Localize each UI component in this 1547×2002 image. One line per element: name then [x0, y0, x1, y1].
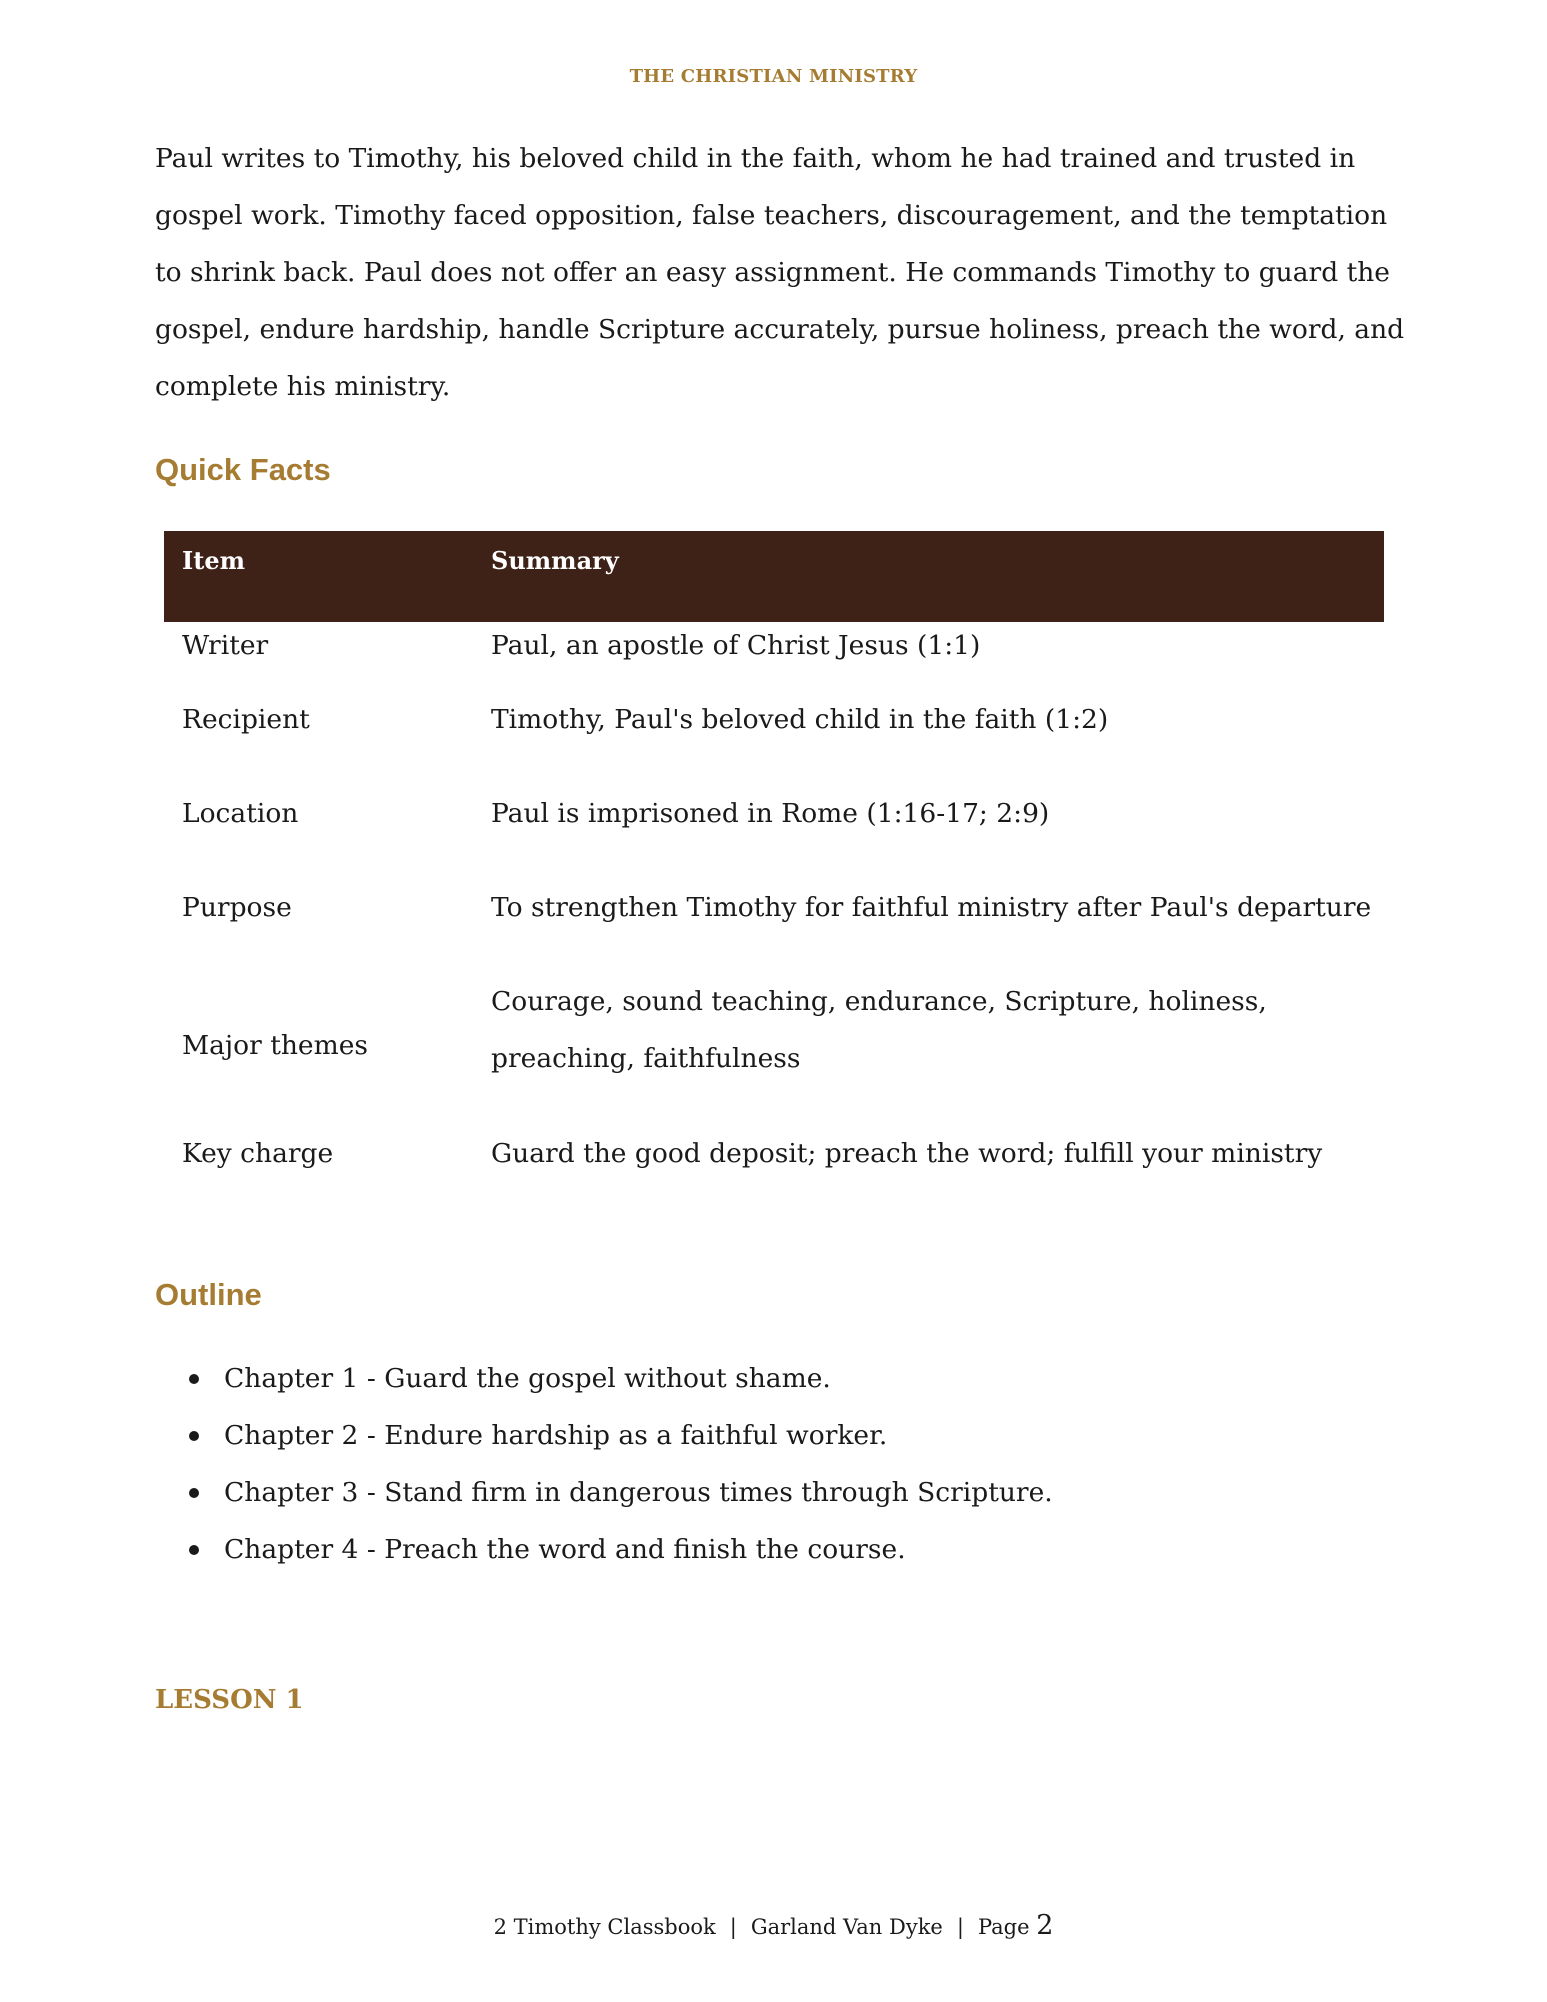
row-summary: Guard the good deposit; preach the word; fulfill your ministry: [491, 1138, 1323, 1169]
footer-page-label: Page: [977, 1915, 1030, 1939]
lesson-heading: LESSON 1: [155, 1685, 304, 1715]
footer-author: Garland Van Dyke: [750, 1915, 943, 1939]
running-head: THE CHRISTIAN MINISTRY: [629, 66, 918, 87]
quick-facts-heading: Quick Facts: [155, 452, 331, 487]
outline-item-text: Chapter 4 - Preach the word and finish the course.: [224, 1534, 906, 1565]
column-header-item: Item: [182, 546, 245, 575]
row-summary: Paul, an apostle of Christ Jesus (1:1): [491, 630, 981, 661]
row-item: Location: [182, 798, 299, 829]
table-row: [164, 1130, 1384, 1204]
table-row: [164, 884, 1384, 978]
list-item: [155, 1464, 1355, 1521]
bullet-icon: [189, 1431, 199, 1441]
footer-separator: |: [729, 1915, 737, 1939]
list-item: [155, 1350, 1355, 1407]
outline-item-text: Chapter 1 - Guard the gospel without shame.: [224, 1363, 831, 1394]
row-item: Key charge: [182, 1138, 334, 1169]
intro-paragraph: Paul writes to Timothy, his beloved child in the faith, whom he had trained and trusted in gospel work. Timothy faced opposition, false teachers, discouragement, and the temptation to shrink back. Paul does not offer an easy assignment. He commands Timothy to guard the gospel, endure hardship, handle Scripture accurately, pursue holiness, preach the word, and complete his ministry.: [155, 143, 1405, 402]
table-row: [164, 790, 1384, 884]
row-item: Recipient: [182, 704, 310, 735]
footer-page-number: 2: [1036, 1910, 1054, 1941]
row-item: Major themes: [182, 1030, 369, 1061]
row-item: Writer: [182, 630, 269, 661]
row-item: Purpose: [182, 892, 292, 923]
outline-heading: Outline: [155, 1277, 262, 1312]
bullet-icon: [189, 1488, 199, 1498]
row-summary: Paul is imprisoned in Rome (1:16-17; 2:9): [491, 798, 1050, 829]
table-row: [164, 622, 1384, 696]
footer-separator: |: [956, 1915, 964, 1939]
table-row: [164, 696, 1384, 790]
list-item: [155, 1521, 1355, 1578]
table-row: [164, 978, 1384, 1130]
column-header-summary: Summary: [491, 546, 619, 575]
footer-book-title: 2 Timothy Classbook: [493, 1915, 716, 1939]
outline-item-text: Chapter 3 - Stand firm in dangerous times through Scripture.: [224, 1477, 1053, 1508]
row-summary: Timothy, Paul's beloved child in the faith (1:2): [491, 704, 1109, 735]
quick-facts-table: [164, 531, 1384, 1204]
row-summary: To strengthen Timothy for faithful ministry after Paul's departure: [491, 892, 1372, 923]
outline-item-text: Chapter 2 - Endure hardship as a faithful worker.: [224, 1420, 888, 1451]
list-item: [155, 1407, 1355, 1464]
table-header-row: [164, 531, 1384, 622]
row-summary: Courage, sound teaching, endurance, Scripture, holiness, preaching, faithfulness: [491, 986, 1267, 1074]
bullet-icon: [189, 1545, 199, 1555]
page-footer: [0, 1910, 1547, 1941]
outline-list: [155, 1350, 1355, 1578]
bullet-icon: [189, 1374, 199, 1384]
